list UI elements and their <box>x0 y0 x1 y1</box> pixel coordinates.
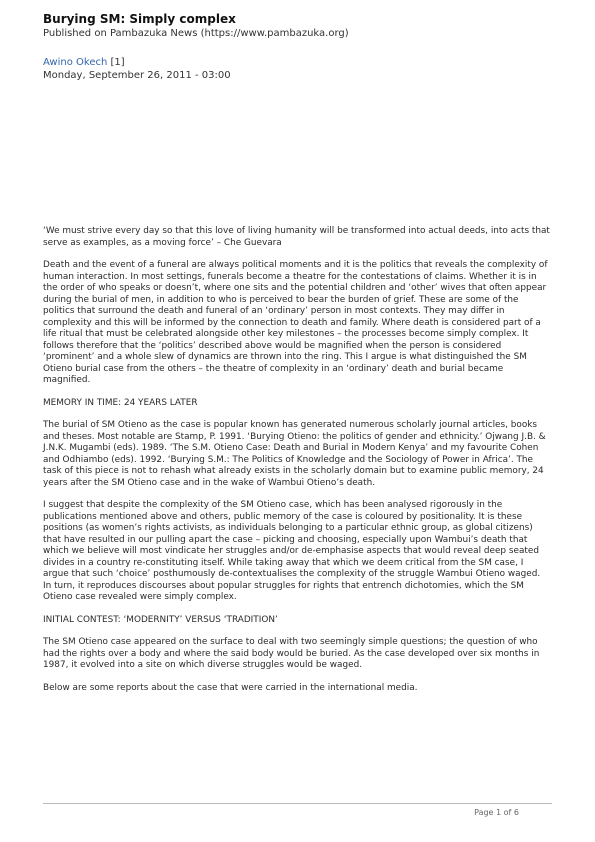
paragraph: I suggest that despite the complexity of the SM Otieno case, which has been analysed rigorously in the publications mentioned above and others, public memory of the case is coloured by positionality. It is these positions (as women’s rights activists, as individuals belonging to a particular ethnic group, as global citizens) that have resulted in our pulling apart the case – picking and choosing, especially upon Wambui’s death that which we believe will most vindicate her struggles and/or de-emphasise aspects that would reveal deep seated divides in a country re-constituting itself. While taking away that which we deem critical from the SM case, I argue that such ‘choice’ posthumously de-contextualises the complexity of the struggle Wambui Otieno waged. In turn, it reproduces discourses about popular struggles for rights that entrench dichotomies, which the SM Otieno case revealed were simply complex. <box>43 500 541 602</box>
page-number: Page 1 of 6 <box>474 808 519 817</box>
article-body <box>43 226 551 705</box>
byline <box>43 56 125 69</box>
section-heading: INITIAL CONTEST: ‘MODERNITY’ VERSUS ‘TRADITION’ <box>43 614 278 625</box>
footer-divider <box>43 803 552 804</box>
section-heading: MEMORY IN TIME: 24 YEARS LATER <box>43 397 198 408</box>
author-link[interactable]: Awino Okech <box>43 57 108 68</box>
paragraph: The burial of SM Otieno as the case is popular known has generated numerous scholarly journal articles, books and theses. Most notable are Stamp, P. 1991. ‘Burying Otieno: the politics of gender and ethnicity.’ Ojwang J.B. & J.N.K. Mugambi (eds). 1989. ‘The S.M. Otieno Case: Death and Burial in Modern Kenya’ and my favourite Cohen and Odhiambo (eds). 1992. ‘Burying S.M.: The Politics of Knowledge and the Sociology of Power in Africa’. The task of this piece is not to rehash what already exists in the scholarly domain but to examine public memory, 24 years after the SM Otieno case and in the wake of Wambui Otieno’s death. <box>43 420 546 488</box>
opening-quote: ‘We must strive every day so that this love of living humanity will be transformed into actual deeds, into acts that serve as examples, as a moving force’ – Che Guevara <box>43 226 550 248</box>
author-reference: [1] <box>110 57 125 68</box>
paragraph: Death and the event of a funeral are always political moments and it is the politics that reveals the complexity of human interaction. In most settings, funerals become a theatre for the contestations of claims. Whether it is in the order of who speaks or doesn’t, where one sits and the potential children and ‘other’ wives that often appear during the burial of men, in addition to who is perceived to bear the burden of grief. These are some of the politics that surround the death and funeral of an ‘ordinary’ person in most contexts. They may differ in complexity and this will be informed by the connection to death and family. Where death is considered part of a life ritual that must be celebrated alongside other key milestones – the processes become simply complex. It follows therefore that the ‘politics’ described above would be magnified when the person is considered ‘prominent’ and a whole slew of dynamics are thrown into the ring. This I argue is what distinguished the SM Otieno burial case from the others – the theatre of complexity in an ‘ordinary’ death and burial became magnified. <box>43 260 548 385</box>
paragraph: The SM Otieno case appeared on the surface to deal with two seemingly simple questions; the question of who had the rights over a body and where the said body would be buried. As the case developed over six months in 1987, it evolved into a site on which diverse struggles would be waged. <box>43 637 540 670</box>
published-source: Published on Pambazuka News (https://www.pambazuka.org) <box>43 28 349 39</box>
publish-date: Monday, September 26, 2011 - 03:00 <box>43 70 231 81</box>
paragraph: Below are some reports about the case that were carried in the international media. <box>43 682 418 693</box>
article-title: Burying SM: Simply complex <box>43 12 236 26</box>
